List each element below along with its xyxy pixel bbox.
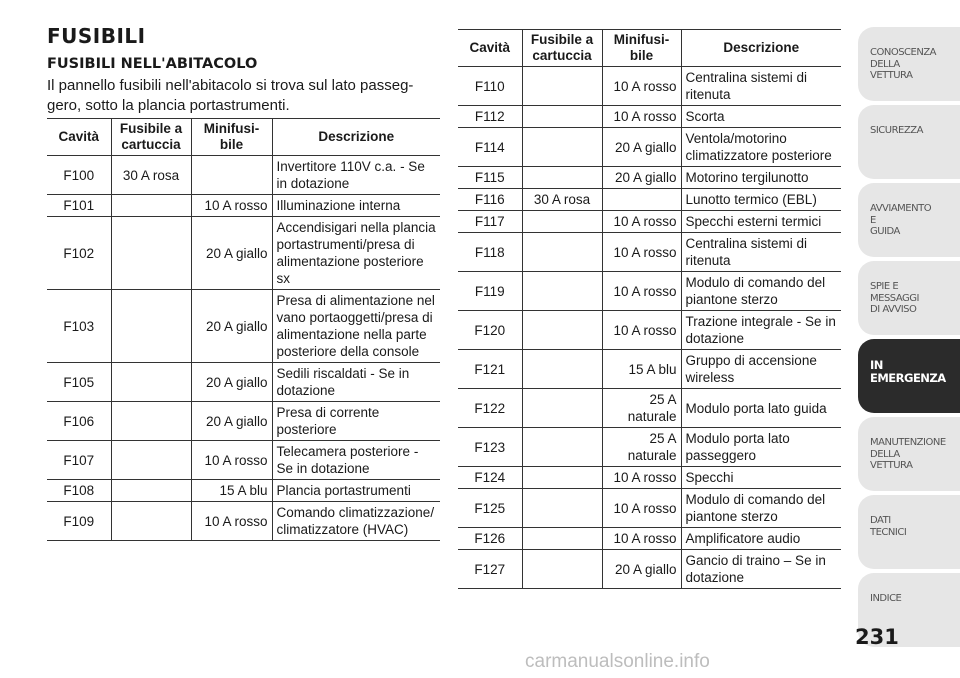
chapter-tab-label: DATI TECNICI (870, 515, 907, 538)
chapter-tab[interactable] (858, 105, 960, 179)
cell-cavita: F115 (458, 167, 522, 189)
table-row (458, 233, 841, 272)
page-number: 231 (855, 625, 899, 649)
cell-descrizione: Presa di alimentazione nel vano portaoggetti/presa di alimentazione nella parte posteriore della console (272, 290, 440, 363)
cell-cartuccia (111, 480, 191, 502)
cell-cavita: F107 (47, 441, 111, 480)
cell-cartuccia (522, 389, 602, 428)
cell-cartuccia (522, 550, 602, 589)
table-row (47, 156, 440, 195)
cell-cavita: F124 (458, 467, 522, 489)
cell-cavita: F102 (47, 217, 111, 290)
cell-cartuccia (522, 233, 602, 272)
cell-minifusibile: 20 A giallo (602, 550, 681, 589)
cell-cartuccia (522, 106, 602, 128)
header-descrizione: Descrizione (681, 30, 841, 67)
cell-descrizione: Accendisigari nella plancia portastrumenti/presa di alimentazione posteriore sx (272, 217, 440, 290)
cell-minifusibile: 10 A rosso (602, 311, 681, 350)
cell-cartuccia: 30 A rosa (111, 156, 191, 195)
cell-cavita: F116 (458, 189, 522, 211)
cell-cavita: F108 (47, 480, 111, 502)
cell-cavita: F105 (47, 363, 111, 402)
subsection-title: FUSIBILI NELL'ABITACOLO (47, 56, 258, 72)
cell-cartuccia (522, 528, 602, 550)
chapter-tab[interactable] (858, 261, 960, 335)
table-row (47, 290, 440, 363)
table-row (458, 489, 841, 528)
cell-cartuccia (111, 402, 191, 441)
cell-minifusibile: 20 A giallo (191, 217, 272, 290)
cell-cartuccia (522, 167, 602, 189)
table-row (458, 350, 841, 389)
cell-cartuccia (111, 502, 191, 541)
cell-descrizione: Modulo di comando del piantone sterzo (681, 489, 841, 528)
cell-minifusibile: 20 A giallo (191, 290, 272, 363)
cell-cavita: F123 (458, 428, 522, 467)
cell-descrizione: Centralina sistemi di ritenuta (681, 67, 841, 106)
cell-cavita: F109 (47, 502, 111, 541)
chapter-tab-label: SPIE E MESSAGGI DI AVVISO (870, 281, 919, 315)
cell-minifusibile: 20 A giallo (191, 402, 272, 441)
table-row (47, 441, 440, 480)
fuse-table-right (458, 29, 841, 589)
header-cartuccia: Fusibile a cartuccia (111, 119, 191, 156)
cell-descrizione: Plancia portastrumenti (272, 480, 440, 502)
table-row (458, 428, 841, 467)
cell-descrizione: Centralina sistemi di ritenuta (681, 233, 841, 272)
cell-minifusibile: 25 A naturale (602, 428, 681, 467)
cell-minifusibile: 25 A naturale (602, 389, 681, 428)
table-row (458, 311, 841, 350)
cell-cartuccia (111, 363, 191, 402)
cell-cavita: F112 (458, 106, 522, 128)
cell-minifusibile: 10 A rosso (602, 211, 681, 233)
cell-cartuccia (111, 195, 191, 217)
cell-descrizione: Gruppo di accensione wireless (681, 350, 841, 389)
table-row (458, 389, 841, 428)
table-row (47, 217, 440, 290)
cell-descrizione: Gancio di traino – Se in dotazione (681, 550, 841, 589)
chapter-tab-label: AVVIAMENTO E GUIDA (870, 203, 932, 237)
cell-minifusibile: 15 A blu (602, 350, 681, 389)
cell-descrizione: Trazione integrale - Se in dotazione (681, 311, 841, 350)
table-row (47, 502, 440, 541)
cell-cavita: F121 (458, 350, 522, 389)
cell-minifusibile: 20 A giallo (602, 128, 681, 167)
cell-cartuccia (522, 428, 602, 467)
cell-cartuccia (522, 350, 602, 389)
header-cavita: Cavità (458, 30, 522, 67)
intro-paragraph: Il pannello fusibili nell'abitacolo si trova sul lato passeg-gero, sotto la plancia portastrumenti. (47, 77, 414, 114)
cell-cavita: F120 (458, 311, 522, 350)
header-descrizione: Descrizione (272, 119, 440, 156)
cell-descrizione: Motorino tergilunotto (681, 167, 841, 189)
cell-minifusibile: 10 A rosso (191, 502, 272, 541)
header-minifusibile: Minifusi-bile (602, 30, 681, 67)
header-minifusibile: Minifusi-bile (191, 119, 272, 156)
chapter-tab[interactable] (858, 495, 960, 569)
table-row (458, 106, 841, 128)
cell-cartuccia (522, 272, 602, 311)
chapter-tab-label: MANUTENZIONE DELLA VETTURA (870, 437, 946, 471)
cell-minifusibile: 10 A rosso (191, 195, 272, 217)
cell-descrizione: Specchi esterni termici (681, 211, 841, 233)
cell-descrizione: Scorta (681, 106, 841, 128)
cell-minifusibile: 15 A blu (191, 480, 272, 502)
table-row (47, 402, 440, 441)
cell-cartuccia (522, 311, 602, 350)
cell-minifusibile: 10 A rosso (602, 67, 681, 106)
chapter-tab-label: SICUREZZA (870, 125, 923, 136)
cell-descrizione: Sedili riscaldati - Se in dotazione (272, 363, 440, 402)
chapter-tab-label: CONOSCENZA DELLA VETTURA (870, 47, 937, 81)
cell-cartuccia (522, 489, 602, 528)
cell-descrizione: Modulo di comando del piantone sterzo (681, 272, 841, 311)
table-row (47, 195, 440, 217)
cell-cavita: F125 (458, 489, 522, 528)
cell-cavita: F126 (458, 528, 522, 550)
cell-cavita: F119 (458, 272, 522, 311)
cell-cartuccia (522, 128, 602, 167)
cell-cavita: F117 (458, 211, 522, 233)
section-title: FUSIBILI (47, 24, 146, 48)
cell-cavita: F122 (458, 389, 522, 428)
cell-cavita: F100 (47, 156, 111, 195)
table-row (458, 128, 841, 167)
cell-minifusibile: 10 A rosso (602, 106, 681, 128)
cell-minifusibile: 10 A rosso (602, 528, 681, 550)
table-row (47, 480, 440, 502)
cell-cartuccia (522, 211, 602, 233)
chapter-tab[interactable] (858, 339, 960, 413)
cell-cartuccia (111, 217, 191, 290)
cell-minifusibile: 10 A rosso (602, 233, 681, 272)
cell-minifusibile: 10 A rosso (191, 441, 272, 480)
cell-cavita: F127 (458, 550, 522, 589)
chapter-tab-label: IN EMERGENZA (870, 358, 946, 385)
cell-cartuccia (522, 467, 602, 489)
table-row (458, 467, 841, 489)
fuse-table-left (47, 118, 440, 541)
cell-descrizione: Comando climatizzazione/ climatizzatore (HVAC) (272, 502, 440, 541)
cell-cartuccia: 30 A rosa (522, 189, 602, 211)
cell-minifusibile: 20 A giallo (602, 167, 681, 189)
cell-cavita: F101 (47, 195, 111, 217)
cell-cavita: F110 (458, 67, 522, 106)
chapter-tab-label: INDICE (870, 593, 902, 604)
cell-minifusibile: 20 A giallo (191, 363, 272, 402)
chapter-tab[interactable] (858, 27, 960, 101)
table-row (458, 272, 841, 311)
cell-cartuccia (522, 67, 602, 106)
chapter-tab[interactable] (858, 183, 960, 257)
cell-cavita: F106 (47, 402, 111, 441)
cell-descrizione: Lunotto termico (EBL) (681, 189, 841, 211)
cell-minifusibile: 10 A rosso (602, 272, 681, 311)
cell-minifusibile (191, 156, 272, 195)
table-row (47, 363, 440, 402)
table-row (458, 528, 841, 550)
table-header-row (47, 119, 440, 156)
header-cavita: Cavità (47, 119, 111, 156)
table-row (458, 211, 841, 233)
cell-cartuccia (111, 441, 191, 480)
cell-minifusibile: 10 A rosso (602, 489, 681, 528)
cell-cavita: F103 (47, 290, 111, 363)
cell-cavita: F118 (458, 233, 522, 272)
watermark: carmanualsonline.info (525, 651, 710, 672)
cell-cartuccia (111, 290, 191, 363)
table-row (458, 550, 841, 589)
table-row (458, 67, 841, 106)
table-header-row (458, 30, 841, 67)
cell-minifusibile (602, 189, 681, 211)
cell-descrizione: Modulo porta lato passeggero (681, 428, 841, 467)
cell-minifusibile: 10 A rosso (602, 467, 681, 489)
cell-descrizione: Specchi (681, 467, 841, 489)
table-row (458, 167, 841, 189)
cell-cavita: F114 (458, 128, 522, 167)
cell-descrizione: Amplificatore audio (681, 528, 841, 550)
cell-descrizione: Invertitore 110V c.a. - Se in dotazione (272, 156, 440, 195)
table-row (458, 189, 841, 211)
header-cartuccia: Fusibile a cartuccia (522, 30, 602, 67)
chapter-tab[interactable] (858, 417, 960, 491)
cell-descrizione: Modulo porta lato guida (681, 389, 841, 428)
cell-descrizione: Illuminazione interna (272, 195, 440, 217)
cell-descrizione: Presa di corrente posteriore (272, 402, 440, 441)
cell-descrizione: Telecamera posteriore - Se in dotazione (272, 441, 440, 480)
cell-descrizione: Ventola/motorino climatizzatore posteriore (681, 128, 841, 167)
